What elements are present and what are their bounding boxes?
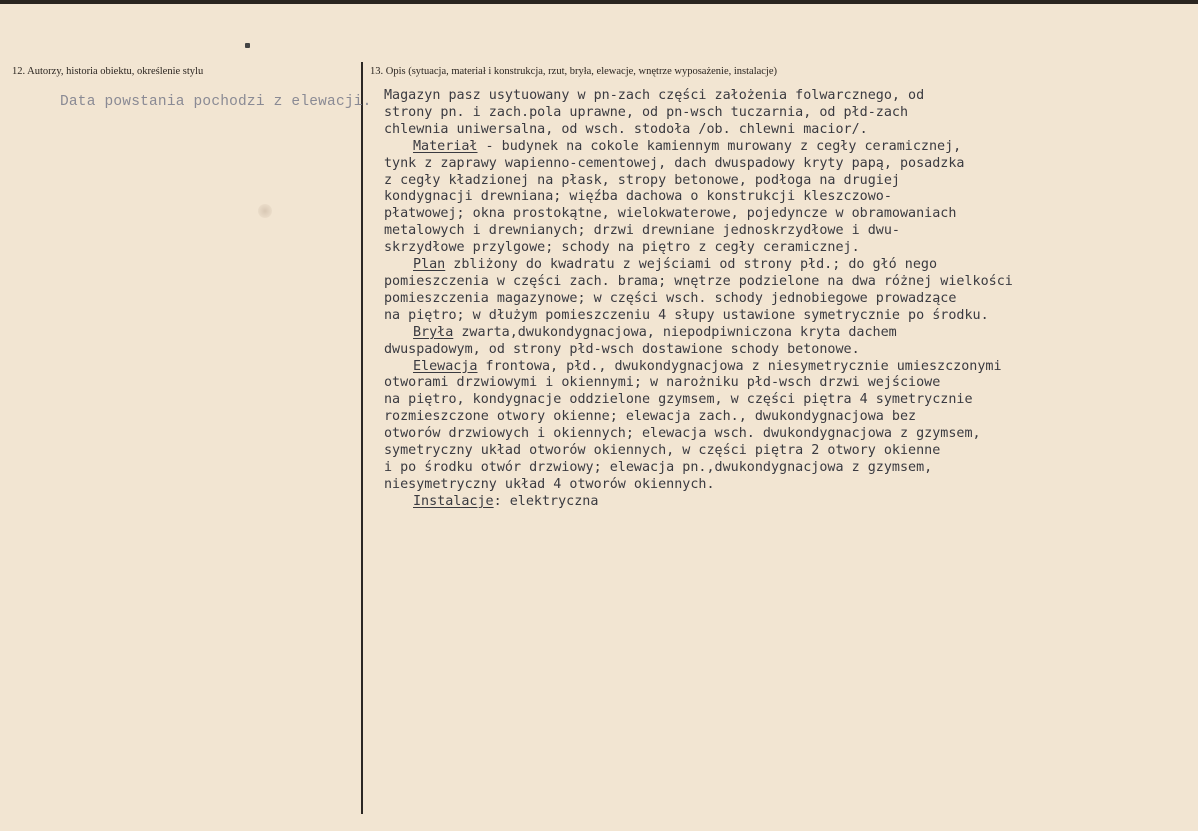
text-line: na piętro, kondygnacje oddzielone gzymsem, w części piętra 4 symetrycznie bbox=[384, 392, 973, 408]
text-line: otworów drzwiowych i okiennych; elewacja wsch. dwukondygnacjowa z gzymsem, bbox=[384, 426, 981, 442]
text-line: otworami drzwiowymi i okiennymi; w narożniku płd-wsch drzwi wejściowe bbox=[384, 375, 941, 391]
heading-instalacje: Instalacje bbox=[413, 493, 494, 509]
heading-material: Materiał bbox=[413, 138, 478, 154]
text-line: symetryczny układ otworów okiennych, w części piętra 2 otwory okienne bbox=[384, 443, 941, 459]
heading-elewacja: Elewacja bbox=[413, 358, 478, 374]
heading-rest: frontowa, płd., dwukondygnacjowa z niesymetrycznie umieszczonymi bbox=[477, 358, 1002, 374]
text-line: płatwowej; okna prostokątne, wielokwaterowe, pojedyncze w obramowaniach bbox=[384, 206, 957, 222]
text-line: Magazyn pasz usytuowany w pn-zach części założenia folwarcznego, od bbox=[384, 88, 925, 103]
text-line: i po środku otwór drzwiowy; elewacja pn.,dwukondygnacjowa z gzymsem, bbox=[384, 459, 933, 475]
heading-rest: : elektryczna bbox=[493, 493, 599, 509]
typed-description bbox=[384, 88, 1013, 511]
text-line: chlewnia uniwersalna, od wsch. stodoła /ob. chlewni macior/. bbox=[384, 121, 868, 137]
column-divider bbox=[361, 62, 363, 814]
text-line: na piętro; w dłużym pomieszczeniu 4 słupy ustawione symetrycznie po środku. bbox=[384, 307, 989, 323]
text-line: dwuspadowym, od strony płd-wsch dostawione schody betonowe. bbox=[384, 341, 860, 357]
text-line: strony pn. i zach.pola uprawne, od pn-wsch tuczarnia, od płd-zach bbox=[384, 104, 909, 120]
text-line: skrzydłowe przylgowe; schody na piętro z cegły ceramicznej. bbox=[384, 240, 860, 256]
text-line: pomieszczenia w części zach. brama; wnętrze podzielone na dwa różnej wielkości bbox=[384, 273, 1013, 289]
text-line bbox=[384, 359, 1013, 376]
text-line: metalowych i drewnianych; drzwi drewniane jednoskrzydłowe i dwu- bbox=[384, 223, 900, 239]
text-line: rozmieszczone otwory okienne; elewacja zach., dwukondygnacjowa bez bbox=[384, 409, 917, 425]
section-12-header: 12. Autorzy, historia obiektu, określenie stylu bbox=[12, 66, 204, 77]
text-line: z cegły kładzionej na płask, stropy betonowe, podłoga na drugiej bbox=[384, 172, 900, 188]
text-line: pomieszczenia magazynowe; w części wsch. schody jednobiegowe prowadzące bbox=[384, 290, 957, 306]
heading-bryla: Bryła bbox=[413, 324, 454, 340]
heading-plan: Plan bbox=[413, 257, 446, 273]
top-edge bbox=[0, 0, 1198, 4]
ink-dot bbox=[245, 43, 250, 48]
text-line: tynk z zaprawy wapienno-cementowej, dach dwuspadowy kryty papą, posadzka bbox=[384, 155, 965, 171]
heading-rest: zwarta,dwukondygnacjowa, niepodpiwniczona kryta dachem bbox=[453, 324, 897, 340]
text-line: niesymetryczny układ 4 otworów okiennych. bbox=[384, 476, 715, 492]
heading-rest: - budynek na cokole kamiennym murowany z cegły ceramicznej, bbox=[477, 138, 962, 154]
section-13-header: 13. Opis (sytuacja, materiał i konstrukcja, rzut, bryła, elewacje, wnętrze wyposażenie, instalacje) bbox=[370, 66, 778, 77]
heading-rest: zbliżony do kwadratu z wejściami od strony płd.; do głó nego bbox=[445, 257, 938, 273]
text-line bbox=[384, 494, 1013, 511]
text-line bbox=[384, 139, 1013, 156]
paper-smudge bbox=[258, 204, 272, 218]
text-line bbox=[384, 257, 1013, 274]
text-line: kondygnacji drewniana; więźba dachowa o konstrukcji kleszczowo- bbox=[384, 189, 892, 205]
text-line bbox=[384, 325, 1013, 342]
pencil-note: Data powstania pochodzi z elewacji. bbox=[60, 94, 372, 110]
